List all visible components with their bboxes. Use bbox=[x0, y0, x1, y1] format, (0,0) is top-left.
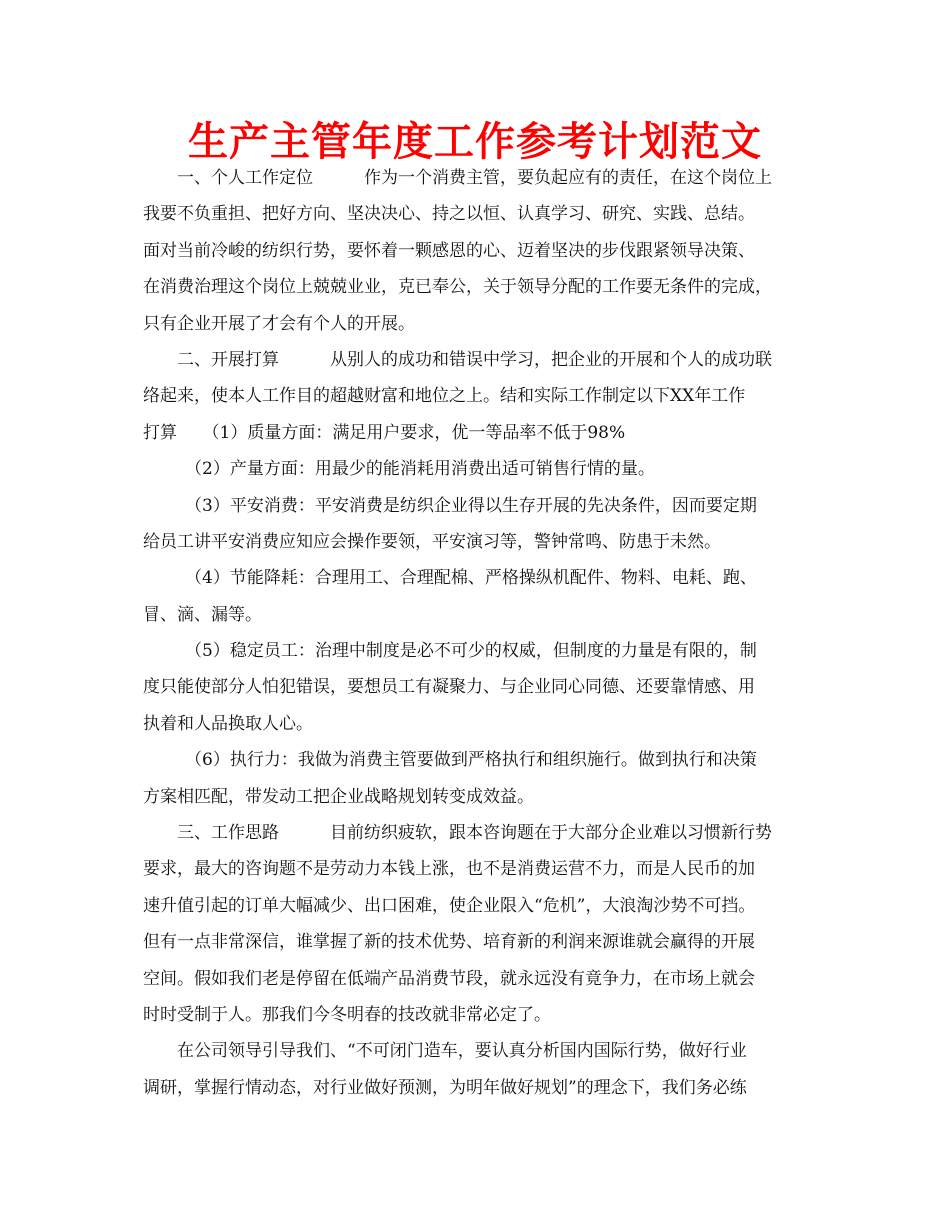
text-line: 在消费治理这个岗位上兢兢业业，克已奉公，关于领导分配的工作要无条件的完成， bbox=[143, 277, 772, 298]
text-line: 在公司领导引导我们、“不可闭门造车，要认真分析国内国际行势，做好行业 bbox=[177, 1041, 747, 1062]
text-line: 但有一点非常深信，谁掌握了新的技术优势、培育新的利润来源谁就会赢得的开展 bbox=[143, 932, 755, 953]
text-line: 络起来，使本人工作目的超越财富和地位之上。结和实际工作制定以下XX年工作 bbox=[143, 386, 746, 407]
text-line: 只有企业开展了才会有个人的开展。 bbox=[143, 313, 415, 334]
text-line: 方案相匹配，带发动工把企业战略规划转变成效益。 bbox=[143, 786, 534, 807]
text-line: 时时受制于人。那我们今冬明春的技改就非常必定了。 bbox=[143, 1004, 551, 1025]
text-line: （4）节能降耗：合理用工、合理配棉、严格操纵机配件、物料、电耗、跑、 bbox=[185, 568, 757, 589]
text-line: 空间。假如我们老是停留在低端产品消费节段，就永远没有竟争力，在市场上就会 bbox=[143, 968, 755, 989]
text-line: 冒、滴、漏等。 bbox=[143, 604, 262, 625]
document-title: 生产主管年度工作参考计划范文 bbox=[188, 119, 762, 165]
text-line: （6）执行力：我做为消费主管要做到严格执行和组织施行。做到执行和决策 bbox=[185, 750, 757, 771]
text-line: 打算 （1）质量方面：满足用户要求，优一等品率不低于98% bbox=[143, 422, 626, 443]
text-line: 要求，最大的咨询题不是劳动力本钱上涨，也不是消费运营不力，而是人民币的加 bbox=[143, 859, 755, 880]
text-line: 一、个人工作定位 作为一个消费主管，要负起应有的责任，在这个岗位上 bbox=[177, 168, 772, 188]
text-line: （2）产量方面：用最少的能消耗用消费出适可销售行情的量。 bbox=[185, 459, 655, 480]
text-line: 调研，掌握行情动态，对行业做好预测，为明年做好规划”的理念下，我们务必练 bbox=[143, 1077, 747, 1098]
text-line: （5）稳定员工：治理中制度是必不可少的权威，但制度的力量是有限的，制 bbox=[185, 641, 757, 662]
text-line: 三、工作思路 目前纺织疲软，跟本咨询题在于大部分企业难以习惯新行势 bbox=[177, 823, 772, 844]
text-line: 执着和人品换取人心。 bbox=[143, 713, 313, 734]
text-line: 我要不负重担、把好方向、坚决决心、持之以恒、认真学习、研究、实践、总结。 bbox=[143, 204, 755, 225]
text-line: （3）平安消费：平安消费是纺织企业得以生存开展的先决条件，因而要定期 bbox=[185, 495, 757, 516]
document-body bbox=[143, 160, 823, 1106]
text-line: 速升值引起的订单大幅减少、出口困难，使企业限入“危机”，大浪淘沙势不可挡。 bbox=[143, 895, 756, 916]
text-line: 度只能使部分人怕犯错误，要想员工有凝聚力、与企业同心同德、还要靠情感、用 bbox=[143, 677, 755, 698]
text-line: 给员工讲平安消费应知应会操作要领，平安演习等，警钟常鸣、防患于未然。 bbox=[143, 531, 721, 552]
text-line: 二、开展打算 从别人的成功和错误中学习，把企业的开展和个人的成功联 bbox=[177, 349, 772, 370]
text-line: 面对当前冷峻的纺织行势，要怀着一颗感恩的心、迈着坚决的步伐跟紧领导决策、 bbox=[143, 240, 755, 261]
